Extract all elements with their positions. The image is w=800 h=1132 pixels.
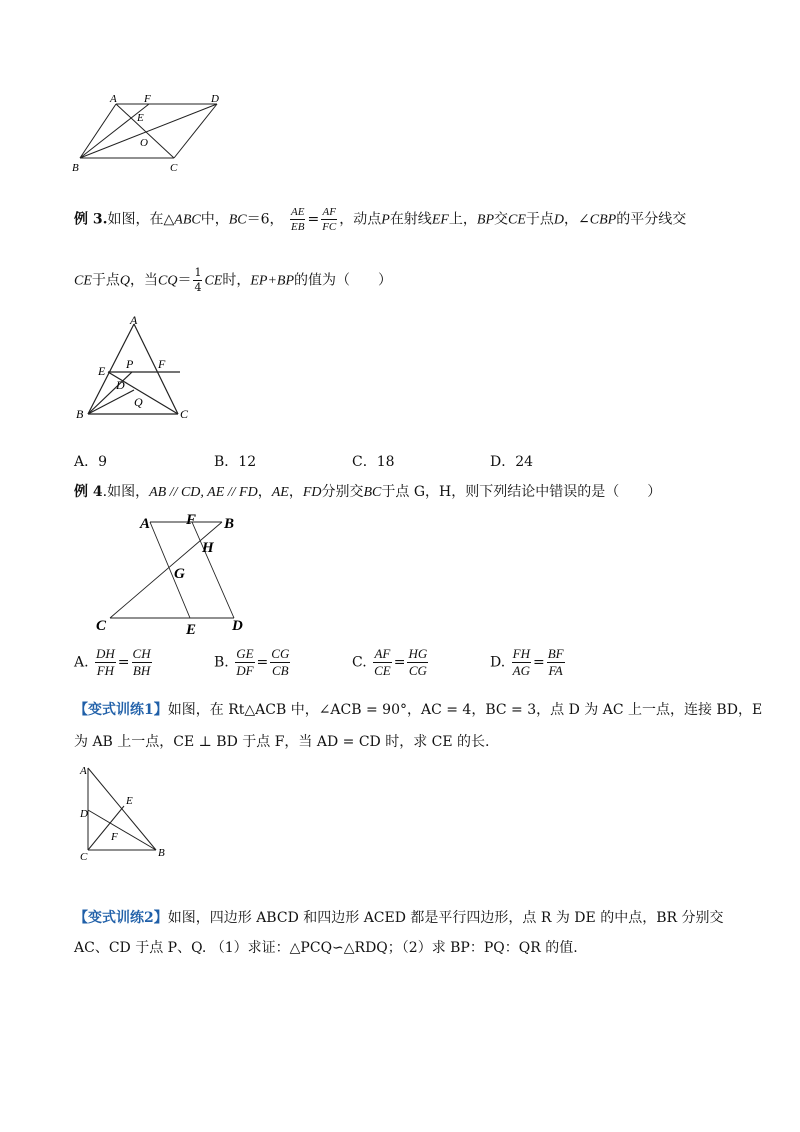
option-b[interactable]: B．12 [214, 454, 257, 470]
variant-1-line-2: 为 AB 上一点，CE ⊥ BD 于点 F，当 AD = CD 时，求 CE 的长. [74, 734, 490, 750]
label-e: E [137, 112, 144, 124]
label-h: H [202, 540, 214, 556]
label-c: C [80, 851, 88, 863]
example-4-line: 例 4.如图，AB // CD, AE // FD，AE，FD分别交BC于点 G，H，则下列结论中错误的是（ ） [74, 484, 662, 500]
example-4-tag: 例 4 [74, 484, 103, 500]
option-a[interactable]: A. $\frac{DH}{FH}$ = $\frac{CH}{BH}$ [74, 646, 151, 678]
label-e: E [126, 795, 133, 807]
label-f: F [111, 831, 118, 843]
label-f: F [144, 93, 151, 105]
example-3-tag: 例 3 [74, 211, 103, 228]
label-b: B [158, 847, 165, 859]
label-d: D [232, 618, 243, 634]
variant-1-line-1: 【变式训练1】如图，在 Rt△ACB 中，∠ACB = 90°，AC = 4，BC = 3，点 D 为 AC 上一点，连接 BD，E [74, 702, 763, 718]
variant-2-line-1: 【变式训练2】如图，四边形 ABCD 和四边形 ACED 都是平行四边形，点 R 为 DE 的中点，BR 分别交 [74, 910, 724, 926]
label-f: F [186, 512, 197, 528]
label-d: D [80, 808, 88, 820]
option-d[interactable]: D. $\frac{FH}{AG}$ = $\frac{BF}{FA}$ [490, 646, 564, 678]
variant-2-line-2: AC、CD 于点 P、Q. （1）求证：△PCQ∽△RDQ；（2）求 BP：PQ：QR 的值. [74, 940, 578, 956]
label-b: B [224, 516, 235, 532]
label-g: G [174, 566, 185, 582]
example-4-options [74, 646, 634, 686]
fraction-af-fc: $\frac{AF}{FC}$ [322, 206, 337, 233]
example-3-line-2: CE于点Q，当CQ＝ $\frac{1}{4}$ CE时，EP+BP的值为（ ） [74, 266, 393, 294]
label-d: D [211, 93, 219, 105]
example-3-line-1: 例 3.如图，在△ABC中，BC＝6， $\frac{AE}{EB}$ = $\frac{AF}{FC}$ ，动点P在射线EF上，BP交CE于点D，∠CBP的平分线交 [74, 206, 687, 233]
option-b[interactable]: B. $\frac{GE}{DF}$ = $\frac{CG}{CB}$ [214, 646, 290, 678]
label-e: E [98, 364, 106, 378]
fraction-ae-eb: $\frac{AE}{EB}$ [291, 206, 305, 233]
fraction-one-quarter: $\frac{1}{4}$ [194, 266, 202, 294]
option-a[interactable]: A．9 [74, 454, 108, 470]
label-a: A [130, 313, 138, 327]
label-c: C [96, 618, 107, 634]
option-c[interactable]: C．18 [352, 454, 395, 470]
figure-triangle-abc [70, 310, 210, 425]
label-b: B [76, 407, 84, 421]
label-d: D [116, 378, 125, 392]
label-e: E [186, 622, 197, 638]
label-q: Q [134, 395, 143, 409]
label-p: P [126, 357, 134, 371]
label-b: B [72, 162, 79, 174]
label-c: C [170, 162, 178, 174]
label-a: A [80, 765, 87, 777]
option-c[interactable]: C. $\frac{AF}{CE}$ = $\frac{HG}{CG}$ [352, 646, 428, 678]
label-c: C [180, 407, 189, 421]
label-o: O [140, 137, 148, 149]
label-a: A [140, 516, 151, 532]
label-a: A [110, 93, 117, 105]
variant-1-tag: 【变式训练1】 [74, 702, 168, 718]
figure-parallel-lines [90, 508, 260, 638]
figure-parallelogram-abcd [70, 90, 230, 180]
label-f: F [158, 357, 166, 371]
figure-right-triangle [74, 760, 184, 865]
variant-2-tag: 【变式训练2】 [74, 910, 168, 926]
option-d[interactable]: D．24 [490, 454, 534, 470]
